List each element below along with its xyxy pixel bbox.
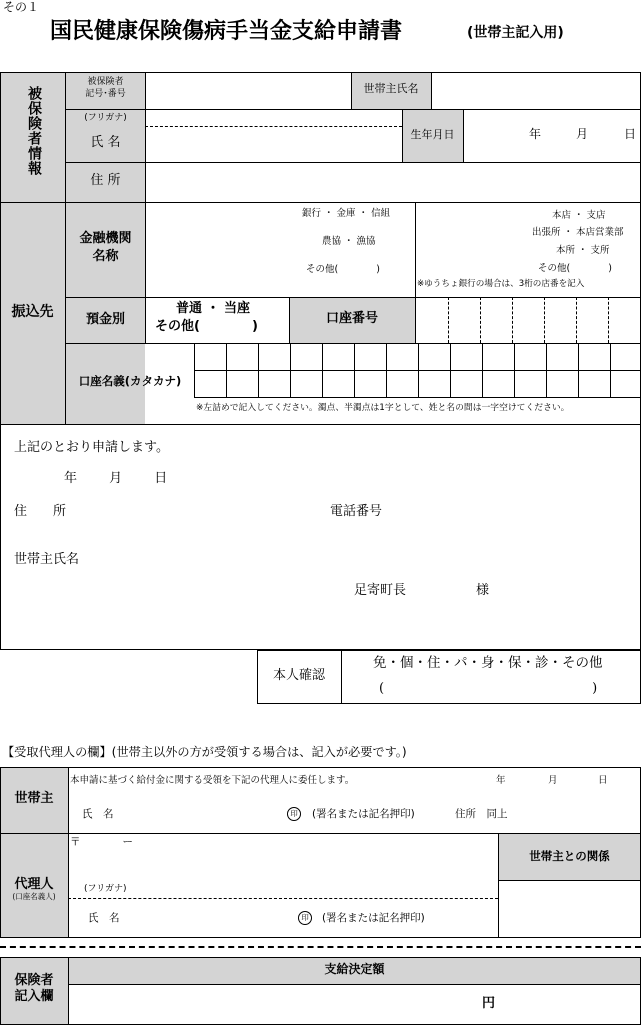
identity-check-label: 本人確認	[272, 668, 325, 683]
delegation-year-unit: 年	[496, 775, 506, 786]
payment-amount-label: 支給決定額	[324, 962, 385, 976]
payment-amount-field[interactable]	[69, 985, 640, 1023]
mayor-label: 足寄町長	[354, 583, 407, 598]
address-same-label: 住所 同上	[455, 808, 508, 820]
signature-note-householder: (署名または記名押印)	[312, 808, 415, 820]
insured-number-label: 被保険者	[87, 77, 124, 87]
form-number: その１	[3, 0, 40, 14]
honorific-label: 様	[476, 583, 490, 598]
proxy-sub-label: (口座名義人)	[12, 892, 56, 901]
branch-type-3: 本所 ・ 支所	[556, 245, 610, 256]
householder-name-label-proxy: 氏 名	[82, 808, 114, 820]
account-holder-note: ※左詰めで記入してください。濁点、半濁点は1字として、姓と名の間は一字空けてください。	[196, 403, 570, 413]
proxy-section-heading: 【受取代理人の欄】(世帯主以外の方が受領する場合は、記入が必要です。)	[2, 745, 407, 759]
account-holder-label: 口座名義(カタカナ)	[78, 374, 182, 388]
page-title: 国民健康保険傷病手当金支給申請書	[50, 19, 403, 44]
yen-unit: 円	[482, 996, 496, 1011]
insured-address-label: 住 所	[90, 173, 121, 188]
seal-mark-icon: 印	[287, 807, 301, 821]
identity-options[interactable]: 免・個・住・パ・身・保・診・その他	[373, 655, 603, 671]
signature-note-proxy: (署名または記名押印)	[322, 912, 425, 924]
application-statement: 上記のとおり申請します。	[14, 440, 169, 455]
insured-number-field[interactable]	[146, 73, 350, 108]
insured-name-field[interactable]	[146, 110, 401, 161]
identity-other-field[interactable]: ( )	[379, 681, 598, 696]
proxy-furigana-label: (フリガナ)	[84, 884, 127, 894]
birth-year-unit: 年	[529, 127, 542, 141]
deposit-type-label: 預金別	[85, 312, 125, 327]
institution-label-2: 名称	[92, 249, 119, 264]
account-holder-grid[interactable]	[195, 344, 640, 396]
birth-date-label: 生年月日	[410, 128, 455, 141]
birth-day-unit: 日	[624, 127, 637, 141]
insured-number-label-2: 記号･番号	[85, 89, 126, 99]
seal-mark-icon-proxy: 印	[298, 911, 312, 925]
bank-section-label: 振込先	[11, 304, 54, 320]
institution-type-2: 農協 ・ 漁協	[322, 236, 376, 247]
application-date[interactable]: 年 月 日	[64, 471, 168, 486]
insurer-label-2: 記入欄	[14, 989, 54, 1004]
delegation-statement: 本申請に基づく給付金に関する受領を下記の代理人に委任します。	[70, 775, 355, 786]
insured-section-label: 被保険者情報	[26, 86, 42, 176]
delegation-month-unit: 月	[548, 775, 558, 786]
section-separator	[0, 946, 641, 948]
account-number-field[interactable]	[416, 298, 640, 342]
delegation-day-unit: 日	[598, 775, 608, 786]
yucho-note: ※ゆうちょ銀行の場合は、3桁の店番を記入	[417, 279, 585, 289]
institution-type-3: その他( )	[306, 264, 380, 275]
proxy-householder-label: 世帯主	[14, 791, 54, 806]
applicant-address-label: 住 所	[14, 504, 67, 519]
proxy-name-field[interactable]	[69, 899, 497, 937]
householder-name-label: 世帯主氏名	[363, 82, 419, 95]
relation-field[interactable]	[499, 881, 640, 937]
relation-label: 世帯主との関係	[529, 849, 610, 863]
postal-code-field[interactable]: 〒 ー	[70, 836, 133, 848]
insurer-label: 保険者	[14, 973, 54, 988]
proxy-label: 代理人	[14, 877, 54, 892]
birth-date-field[interactable]	[464, 110, 640, 161]
proxy-name-label: 氏 名	[88, 912, 120, 924]
applicant-phone-label: 電話番号	[330, 504, 383, 519]
insured-name-label: 氏 名	[90, 135, 121, 150]
branch-type-2: 出張所 ・ 本店営業部	[532, 227, 624, 238]
branch-type-1: 本店 ・ 支店	[552, 210, 606, 221]
institution-label: 金融機関	[79, 231, 132, 246]
deposit-other[interactable]: その他( )	[155, 319, 258, 334]
householder-name-field[interactable]	[432, 73, 640, 108]
institution-type-1: 銀行 ・ 金庫 ・ 信組	[302, 208, 391, 219]
insured-address-field[interactable]	[146, 163, 640, 201]
applicant-householder-label: 世帯主氏名	[14, 552, 80, 567]
birth-month-unit: 月	[576, 127, 589, 141]
page-subtitle: (世帯主記入用)	[467, 25, 564, 41]
furigana-label: (フリガナ)	[84, 113, 127, 123]
account-number-label: 口座番号	[325, 311, 378, 326]
branch-type-4: その他( )	[538, 263, 612, 274]
deposit-options[interactable]: 普通 ・ 当座	[176, 301, 251, 316]
